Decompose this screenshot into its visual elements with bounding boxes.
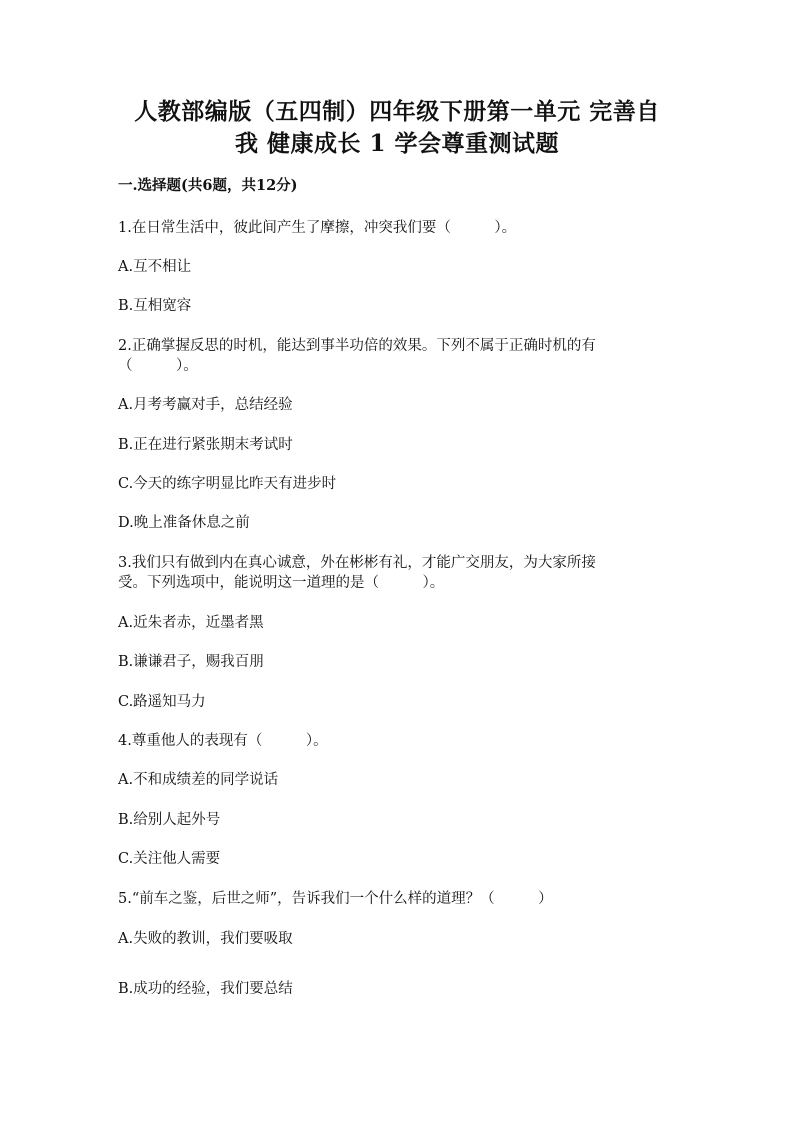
question-4-option-b: B.给别人起外号 xyxy=(118,812,221,828)
question-5-option-a: A.失败的教训，我们要吸取 xyxy=(118,931,293,947)
question-5-stem: 5.“前车之鉴，后世之师”，告诉我们一个什么样的道理？（ ） xyxy=(118,891,553,907)
question-2-stem-line-1: 2.正确掌握反思的时机，能达到事半功倍的效果。下列不属于正确时机的有 xyxy=(118,338,596,354)
question-1-option-b: B.互相宽容 xyxy=(118,298,192,314)
question-3-option-a: A.近朱者赤，近墨者黑 xyxy=(118,615,264,631)
question-5-option-b: B.成功的经验，我们要总结 xyxy=(118,981,293,997)
question-3-option-c: C.路遥知马力 xyxy=(118,694,206,710)
question-4-option-c: C.关注他人需要 xyxy=(118,851,221,867)
question-1-stem: 1.在日常生活中，彼此间产生了摩擦，冲突我们要（ ）。 xyxy=(118,220,517,236)
question-2-option-d: D.晚上准备休息之前 xyxy=(118,515,250,531)
question-4-stem: 4.尊重他人的表现有（ ）。 xyxy=(118,733,328,749)
document-title-line-2: 我 健康成长 1 学会尊重测试题 xyxy=(234,130,560,157)
question-2-option-a: A.月考考赢对手，总结经验 xyxy=(118,397,293,413)
question-2-option-b: B.正在进行紧张期末考试时 xyxy=(118,437,293,453)
question-2-stem-line-2: （ ）。 xyxy=(118,358,198,374)
question-3-stem-line-2: 受。下列选项中，能说明这一道理的是（ ）。 xyxy=(118,575,445,591)
question-4-option-a: A.不和成绩差的同学说话 xyxy=(118,772,279,788)
question-3-stem-line-1: 3.我们只有做到内在真心诚意，外在彬彬有礼，才能广交朋友，为大家所接 xyxy=(118,555,596,571)
question-2-option-c: C.今天的练字明显比昨天有进步时 xyxy=(118,476,337,492)
question-3-option-b: B.谦谦君子，赐我百朋 xyxy=(118,654,264,670)
section-heading: 一.选择题(共6题，共12分) xyxy=(118,177,298,194)
document-title-line-1: 人教部编版（五四制）四年级下册第一单元 完善自 xyxy=(134,98,660,125)
question-1-option-a: A.互不相让 xyxy=(118,259,192,275)
